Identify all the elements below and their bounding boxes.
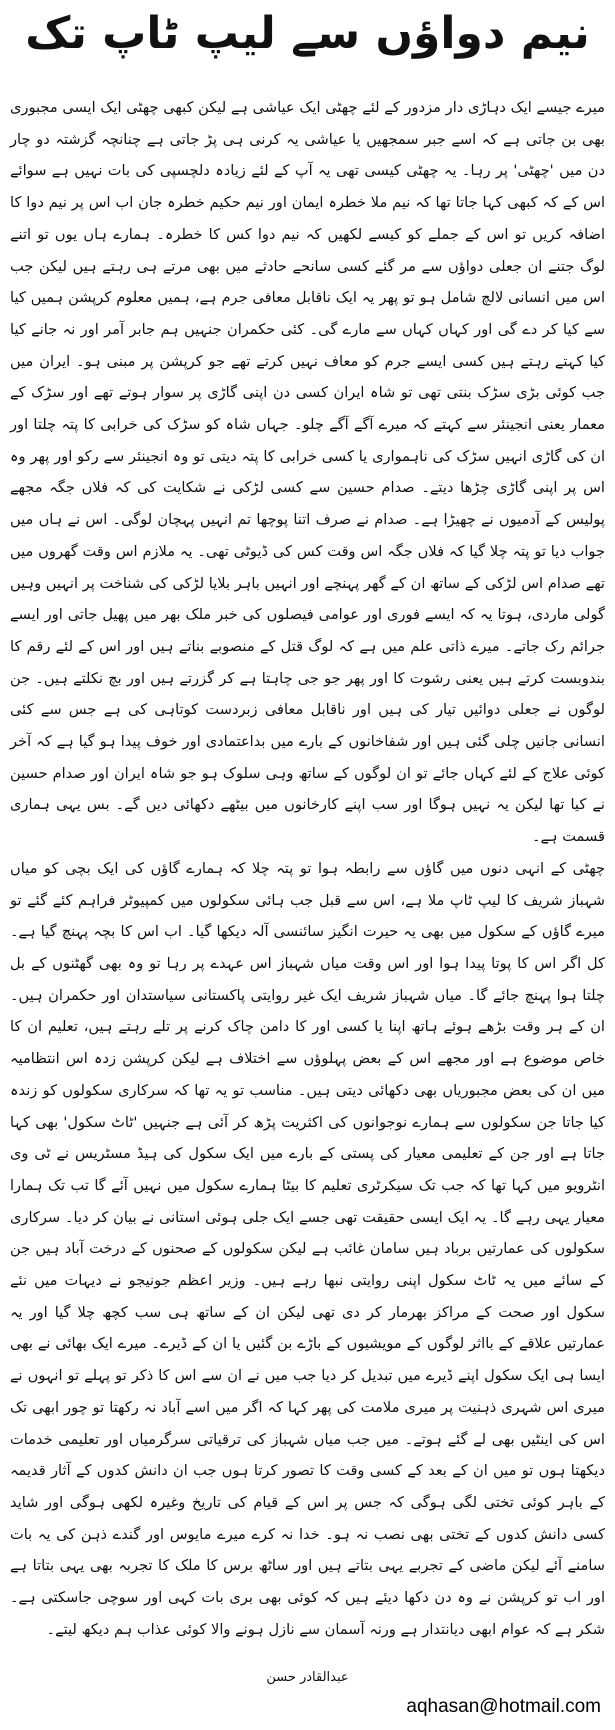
author-email[interactable]: aqhasan@hotmail.com xyxy=(406,1696,601,1717)
article-body xyxy=(10,92,605,1645)
article-paragraph-2: چھٹی کے انہی دنوں میں گاؤں سے رابطہ ہوا تو پتہ چلا کہ ہمارے گاؤں کی ایک بچی کو میاں شہباز شریف کا لیپ ٹاپ ملا ہے، اس سے قبل جب ہائی سکولوں میں کمپیوٹر فراہم کئے گئے تو میرے گاؤں کے سکول میں بھی یہ حیرت انگیز سائنسی آلہ دیکھا گیا۔ اب اس کا بچہ پہنچ گیا ہے۔ کل اگر اس کا پوتا پیدا ہوا اور اس وقت میاں شہباز اس عہدے پر رہا تو وہ بھی گھٹنوں کے بل چلتا ہوا پہنچ جائے گا۔ میاں شہباز شریف ایک غیر روایتی پاکستانی سیاستدان اور حکمران ہیں۔ ان کے ہر وقت بڑھے ہوئے ہاتھ اپنا یا کسی اور کا دامن چاک کرنے پر تلے رہتے ہیں، تعلیم ان کا خاص موضوع ہے اور مجھے اس کے بعض پہلوؤں سے اختلاف ہے لیکن کرپشن زدہ اس انتظامیہ میں ان کی بعض مجبوریاں بھی دکھائی دیتی ہیں۔ مناسب تو یہ تھا کہ سرکاری سکولوں کو زندہ کیا جاتا جن سکولوں سے ہمارے نوجوانوں کی اکثریت پڑھ کر آئی ہے جنہیں 'ٹاٹ سکول' بھی کہا جاتا ہے اور جن کے تعلیمی معیار کی پستی کے بارے میں ایک سکول کی ہیڈ مسٹریس نے ٹی وی انٹرویو میں کہا تھا کہ جب تک سیکرٹری تعلیم کا بیٹا ہمارے سکول میں نہیں آئے گا تب تک ہمارا معیار یہی رہے گا۔ یہ ایک ایسی حقیقت تھی جسے ایک جلی ہوئی استانی نے بیان کر دیا۔ سرکاری سکولوں کی عمارتیں برباد ہیں سامان غائب ہے لیکن سکولوں کے صحنوں کے درخت آباد ہیں جن کے سائے میں یہ ٹاٹ سکول اپنی روایتی نبھا رہے ہیں۔ وزیر اعظم جونیجو نے دیہات میں نئے سکول اور صحت کے مراکز بھرمار کر دی تھی لیکن ان کے ساتھ ہی سب کچھ چلا گیا اور یہ عمارتیں علاقے کے بااثر لوگوں کے مویشیوں کے باڑے بن گئیں یا ان کے ڈیرے۔ میرے ایک بھائی نے بھی ایسا ہی ایک سکول اپنے ڈیرے میں تبدیل کر دیا جب میں نے ان سے اس کا ذکر تو پہلے تو انہوں نے میری اس شہری ذہنیت پر میری ملامت کی پھر کہا کہ اگر میں اسے آباد نہ رکھتا تو چور ابھی تک اس کی اینٹیں بھی لے گئے ہوتے۔ میں جب میاں شہباز کی ترقیاتی سرگرمیاں اور تعلیمی خدمات دیکھتا ہوں تو میں ان کے بعد کے کسی وقت کا تصور کرتا ہوں جب ان دانش کدوں کے آثار قدیمہ کے باہر کوئی تختی لگی ہوگی کہ جس پر اس کے قیام کی تاریخ وغیرہ لکھی ہوگی اور شاید کسی دانش کدوں کے تختی بھی نصب نہ ہو۔ خدا نہ کرے میرے مایوس اور گندے ذہن کی یہ بات سامنے آئے لیکن ماضی کے تجربے یہی بتاتے ہیں اور ساٹھ برس کا ملک کا تجربہ بھی یہی بتاتا ہے اور اب تو کرپشن نے وہ دن دکھا دیئے ہیں کہ کوئی بھی بری بات کہی اور سوچی جاسکتی ہے۔ شکر ہے کہ عوام ابھی دیانتدار ہے ورنہ آسمان سے نازل ہونے والا کوئی عذاب ہم دیکھ لیتے۔ xyxy=(10,859,605,1638)
author-name: عبدالقادر حسن xyxy=(266,1670,349,1685)
article-paragraph-1: میرے جیسے ایک دہاڑی دار مزدور کے لئے چھٹی ایک عیاشی ہے لیکن کبھی چھٹی ایک ایسی مجبوری بھی بن جاتی ہے کہ اسے جبر سمجھیں یا عیاشی یہ کرنی ہی پڑ جاتی ہے چنانچہ گزشتہ دو چار دن میں 'چھٹی' پر رہا۔ یہ چھٹی کیسی تھی یہ آپ کے لئے زیادہ دلچسپی کی بات نہیں ہے سوائے اس کے کہ کبھی کہا جاتا تھا کہ نیم ملا خطرہ ایمان اور نیم حکیم خطرہ جان اب اس پر نیم دوا کا اضافہ کریں تو اس کے جملے کو کیسے لکھیں کہ نیم دوا کس کا خطرہ۔ ہمارے ہاں یوں تو اتنے لوگ جتنے ان جعلی دواؤں سے مر گئے کسی سانحے حادثے میں بھی مرتے ہی رہتے ہیں لیکن جب اس میں انسانی لالچ شامل ہو تو پھر یہ ایک ناقابل معافی جرم ہے، ہمیں معلوم کرپشن ہمیں کیا سے کیا کر دے گی اور کہاں کہاں سے مارے گی۔ کئی حکمران جنہیں ہم جابر آمر اور نہ جانے کیا کیا کہتے رہتے ہیں کسی ایسے جرم کو معاف نہیں کرتے تھے جو کرپشن پر مبنی ہو۔ ایران میں جب کوئی بڑی سڑک بنتی تھی تو شاہ ایران کسی دن اپنی گاڑی پر سوار ہوتے تھے اور سڑک کے معمار یعنی انجینئر سے کہتے کہ میرے آگے آگے چلو۔ جہاں شاہ کو سڑک کی خرابی کا پتہ چلتا اور ان کی گاڑی انہیں سڑک کی ناہمواری یا کسی خرابی کا پتہ دیتی تو وہ انجینئر سے رکو اور پھر وہ اس پر اپنی گاڑی چڑھا دیتے۔ صدام حسین سے کسی لڑکی نے شکایت کی کہ فلاں جگہ مجھے پولیس کے آدمیوں نے چھیڑا ہے۔ صدام نے صرف اتنا پوچھا تم انہیں پہچان لوگی۔ اس نے ہاں میں جواب دیا تو پتہ چلا گیا کہ فلاں جگہ اس وقت کس کی ڈیوٹی تھی۔ یہ ملازم اس وقت گھروں میں تھے صدام اس لڑکی کے ساتھ ان کے گھر پہنچے اور انہیں باہر بلایا لڑکی کی شناخت پر انہیں وہیں گولی ماردی، ہوتا یہ کہ ایسے فوری اور عوامی فیصلوں کی خبر ملک بھر میں پھیل جاتی اور ایسے جرائم رک جاتے۔ میرے ذاتی علم میں ہے کہ لوگ قتل کے منصوبے بناتے ہیں اور اس کے لئے رقم کا بندوبست کرتے ہیں یعنی رشوت کا اور پھر جو جی چاہتا ہے کر گزرتے ہیں اور بچ نکلتے ہیں۔ جن لوگوں نے جعلی دوائیں تیار کی ہیں اور ناقابل معافی زبردست کوتاہی کی ہے جس سے کئی انسانی جانیں چلی گئی ہیں اور شفاخانوں کے بارے میں بداعتمادی اور خوف پیدا ہو گیا ہے کہ آخر کوئی علاج کے لئے کہاں جائے تو ان لوگوں کے ساتھ وہی سلوک ہو جو شاہ ایران اور صدام حسین نے کیا تھا لیکن یہ نہیں ہوگا اور سب اپنے کارخانوں میں بیٹھے دکھائی دیں گے۔ بس یہی ہماری قسمت ہے۔ xyxy=(10,99,605,846)
article-headline: نیم دواؤں سے لیپ ٹاپ تک xyxy=(25,8,590,59)
